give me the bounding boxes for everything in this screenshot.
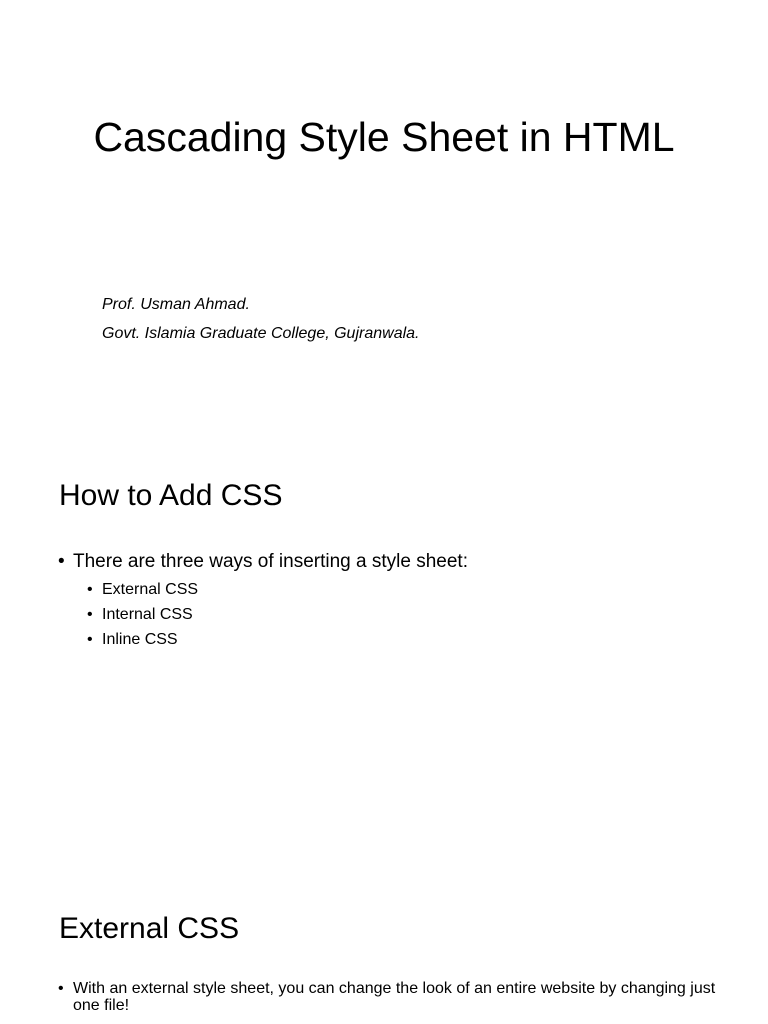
sub-bullet-external: • External CSS (87, 577, 198, 602)
sub-bullet-inline: • Inline CSS (87, 627, 198, 652)
bullet-list (58, 549, 468, 574)
bullet-list (58, 980, 718, 1024)
slide-heading: External CSS (59, 912, 240, 945)
external-css-slide (0, 864, 768, 1024)
sub-bullet-internal: • Internal CSS (87, 602, 198, 627)
author-name: Prof. Usman Ahmad. (102, 296, 250, 313)
sub-bullet-list (87, 577, 198, 652)
presentation-title: Cascading Style Sheet in HTML (93, 114, 675, 160)
bullet-item: • There are three ways of inserting a style sheet: (58, 549, 468, 574)
bullet-item: • With an external style sheet, you can change the look of an entire website by changing just one file! (58, 980, 718, 1014)
author-block (102, 290, 419, 348)
title-slide (0, 0, 768, 432)
how-to-add-css-slide (0, 432, 768, 864)
slide-heading: How to Add CSS (59, 479, 283, 512)
institution-name: Govt. Islamia Graduate College, Gujranwala. (102, 325, 420, 342)
